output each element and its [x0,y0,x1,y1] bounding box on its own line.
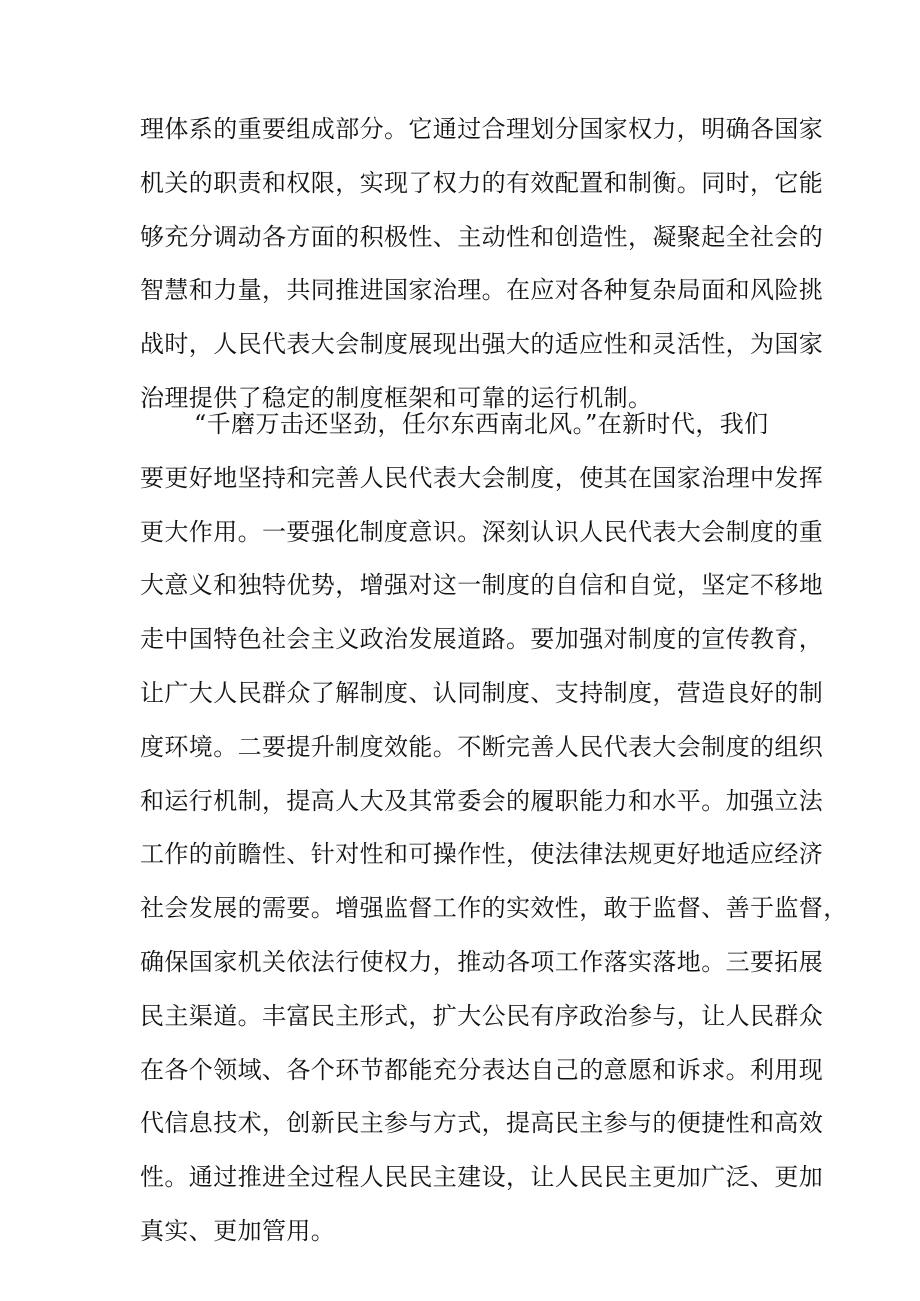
text-line: 工作的前瞻性、针对性和可操作性，使法律法规更好地适应经济 [140,840,824,869]
text-line: 民主渠道。丰富民主形式，扩大公民有序政治参与，让人民群众 [140,1001,824,1030]
text-line: 要更好地坚持和完善人民代表大会制度，使其在国家治理中发挥 [140,463,824,492]
text-line: 让广大人民群众了解制度、认同制度、支持制度，营造良好的制 [140,678,824,707]
text-line: 社会发展的需要。增强监督工作的实效性，敢于监督、善于监督， [140,894,848,923]
text-line: 真实、更加管用。 [140,1216,336,1245]
text-line: 更大作用。一要强化制度意识。深刻认识人民代表大会制度的重 [140,517,824,546]
text-line: 战时，人民代表大会制度展现出强大的适应性和灵活性，为国家 [140,330,824,359]
text-line-first-indented: “千磨万击还坚劲，任尔东西南北风。”在新时代，我们 [194,410,769,438]
text-line: 在各个领域、各个环节都能充分表达自己的意愿和诉求。利用现 [140,1055,824,1084]
text-line: 大意义和独特优势，增强对这一制度的自信和自觉，坚定不移地 [140,571,824,600]
text-line: 和运行机制，提高人大及其常委会的履职能力和水平。加强立法 [140,786,824,815]
text-line: 机关的职责和权限，实现了权力的有效配置和制衡。同时，它能 [140,168,824,197]
text-line: 治理提供了稳定的制度框架和可靠的运行机制。 [140,383,653,412]
paragraph-1 [140,103,824,426]
text-line: 够充分调动各方面的积极性、主动性和创造性，凝聚起全社会的 [140,222,824,251]
paragraph-2 [140,398,848,1259]
text-line: 走中国特色社会主义政治发展道路。要加强对制度的宣传教育， [140,625,824,654]
text-line: 智慧和力量，共同推进国家治理。在应对各种复杂局面和风险挑 [140,276,824,305]
text-line: 度环境。二要提升制度效能。不断完善人民代表大会制度的组织 [140,732,824,761]
text-line: 代信息技术，创新民主参与方式，提高民主参与的便捷性和高效 [140,1109,824,1138]
text-line: 性。通过推进全过程人民民主建设，让人民民主更加广泛、更加 [140,1163,824,1192]
text-line: 确保国家机关依法行使权力，推动各项工作落实落地。三要拓展 [140,947,824,976]
text-line: 理体系的重要组成部分。它通过合理划分国家权力，明确各国家 [140,115,824,143]
